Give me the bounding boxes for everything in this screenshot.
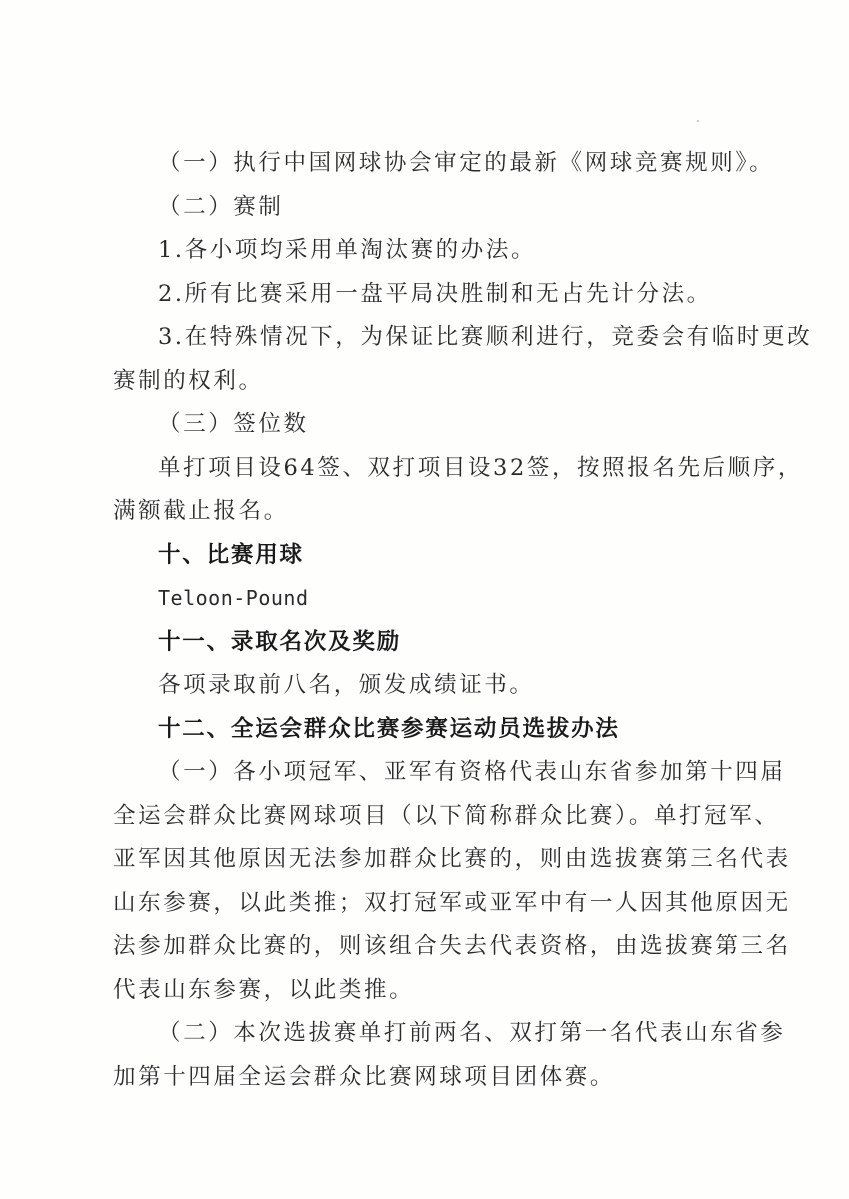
- rule-item-1: （一）执行中国网球协会审定的最新《网球竞赛规则》。: [158, 150, 775, 176]
- selection-para-1-line-6: 代表山东参赛，以此类推。: [113, 977, 415, 1003]
- selection-para-2-line-2: 加第十四届全运会群众比赛网球项目团体赛。: [113, 1064, 616, 1090]
- format-item-3-cont: 赛制的权利。: [113, 368, 264, 394]
- section-11-heading: 十一、录取名次及奖励: [158, 629, 402, 655]
- scan-speck: [697, 120, 699, 122]
- selection-para-1-line-5: 法参加群众比赛的，则该组合失去代表资格，由选拔赛第三名: [113, 933, 791, 959]
- draw-size-text: 单打项目设64签、双打项目设32签，按照报名先后顺序，: [158, 455, 803, 481]
- format-subheading: （二）赛制: [158, 194, 284, 220]
- selection-para-1-line-3: 亚军因其他原因无法参加群众比赛的，则由选拔赛第三名代表: [113, 846, 791, 872]
- match-ball-text: Teloon-Pound: [158, 586, 309, 610]
- draw-size-text-cont: 满额截止报名。: [113, 498, 289, 524]
- selection-para-1-line-2: 全运会群众比赛网球项目（以下简称群众比赛）。单打冠军、: [113, 803, 780, 829]
- format-item-1: 1.各小项均采用单淘汰赛的办法。: [158, 237, 537, 263]
- section-10-heading: 十、比赛用球: [158, 542, 304, 568]
- selection-para-2: （二）本次选拔赛单打前两名、双打第一名代表山东省参: [158, 1020, 786, 1046]
- format-item-2: 2.所有比赛采用一盘平局决胜制和无占先计分法。: [158, 281, 712, 307]
- awards-text: 各项录取前八名，颁发成绩证书。: [158, 672, 535, 698]
- format-item-3: 3.在特殊情况下，为保证比赛顺利进行，竞委会有临时更改: [158, 324, 813, 350]
- draw-size-subheading: （三）签位数: [158, 411, 309, 437]
- selection-para-1-line-4: 山东参赛，以此类推；双打冠军或亚军中有一人因其他原因无: [113, 890, 791, 916]
- section-12-heading: 十二、全运会群众比赛参赛运动员选拔办法: [158, 716, 620, 742]
- selection-para-1: （一）各小项冠军、亚军有资格代表山东省参加第十四届: [158, 759, 786, 785]
